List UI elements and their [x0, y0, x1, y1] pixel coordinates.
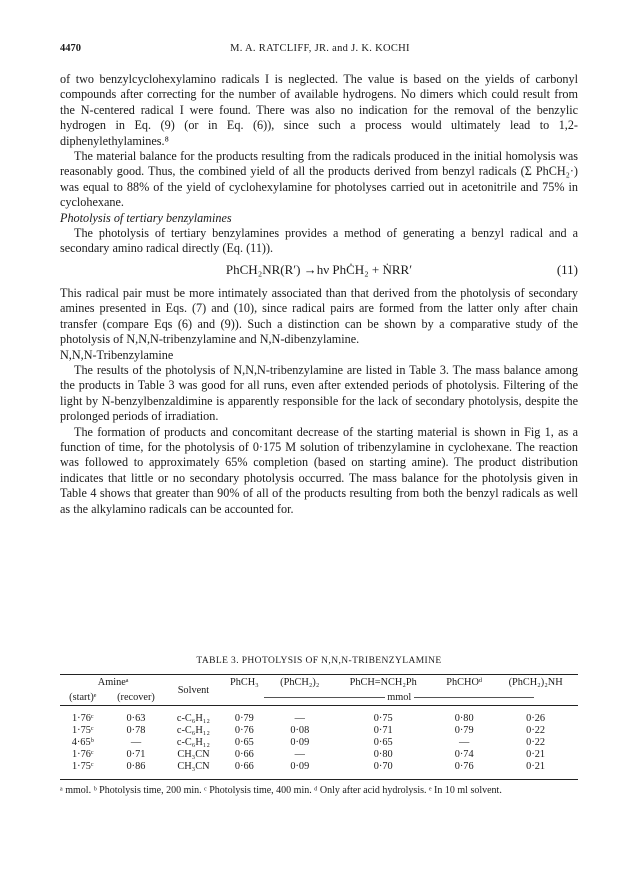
equation-number: (11) [556, 261, 578, 277]
paragraph: The photolysis of tertiary benzylamines provides a method of generating a benzyl radical and a secondary amino radical directly (Eq. (11)). [60, 226, 578, 256]
col-header-bibenzyl: (PhCH₂)₂ [268, 675, 331, 691]
table-cell: 0·66 [234, 749, 254, 760]
table-caption: TABLE 3. PHOTOLYSIS OF N,N,N-TRIBENZYLAMINE [196, 656, 442, 666]
table-cell: 0·80 [435, 706, 493, 726]
table-cell: c-C₆H₁₂ [166, 706, 220, 726]
table-cell: 0·65 [373, 737, 393, 748]
col-header-solvent: Solvent [166, 675, 220, 706]
paragraph: of two benzylcyclohexylamino radicals I is neglected. The value is based on the yields of carbonyl compounds after correcting for the number of available hydrogens. No dimers which could result from the N-centered radical I were found. There was also no indication for the removal of the benzylic hydrogen in Eq. (9) (or in Eq. (6)), since such a process would ultimately lead to 1,2-diphenylethylamines.⁸ [60, 72, 578, 148]
table-cell: 0·08 [290, 725, 310, 736]
col-header-amine: Amineᵃ [60, 675, 166, 691]
col-header-recover: (recover) [117, 692, 155, 703]
table-cell: 0·26 [493, 706, 578, 726]
equation [60, 262, 578, 282]
table-row [60, 725, 578, 737]
page-number: 4470 [60, 43, 81, 54]
table-cell: 0·79 [454, 725, 474, 736]
table-cell: 0·74 [454, 749, 474, 760]
table-cell: 1·75ᶜ [60, 761, 106, 780]
mmol-unit-row [220, 690, 578, 706]
table-cell: 0·78 [126, 725, 146, 736]
author-line: M. A. RATCLIFF, JR. and J. K. KOCHI [230, 43, 410, 54]
table-cell: 0·66 [220, 761, 268, 780]
paragraph: The material balance for the products resulting from the radicals produced in the initial homolysis was reasonably good. Thus, the combined yield of all the products derived from benzyl radicals (Σ PhCH₂·) was equal to 88% of the yield of cyclohexylamine for photolyses carried out in acetonitrile and 75% in cyclohexane. [60, 149, 578, 210]
mmol-unit: mmol [387, 692, 412, 703]
table-cell: 0·71 [126, 749, 146, 760]
section-heading: Photolysis of tertiary benzylamines [60, 210, 232, 225]
table-cell: 1·76ᶜ [60, 706, 106, 726]
table-cell: 0·70 [331, 761, 435, 780]
paragraph: The formation of products and concomitant decrease of the starting material is shown in Fig 1, as a function of time, for the photolysis of 0·175 M solution of tribenzylamine in cyclohexane. The reaction was followed to approximately 65% completion (based on starting amine). The product distribution indicates that little or no secondary photolysis occurred. The mass balance for the photolysis given in Table 4 shows that greater than 90% of all of the products resulting from both the benzyl radicals as well as the alkylamino radicals can be accounted for. [60, 424, 578, 516]
table-cell: — [459, 737, 470, 748]
table-cell: 1·76ᶜ [72, 749, 94, 760]
table-cell: 0·22 [526, 737, 546, 748]
table-cell: 0·21 [493, 761, 578, 780]
data-table [60, 674, 578, 780]
table-cell: 0·75 [331, 706, 435, 726]
equation-formula: PhCH₂NR(R′) →hν PhĊH₂ + ṄRR′ [225, 261, 413, 277]
table-row [60, 706, 578, 726]
mmol-rule-left [264, 697, 384, 698]
col-header-start: (start)ᵉ [69, 692, 97, 703]
table-3 [60, 656, 578, 797]
table-cell: 0·76 [234, 725, 254, 736]
table-cell: 0·79 [220, 706, 268, 726]
table-cell: 1·75ᶜ [72, 725, 94, 736]
table-cell: CH₃CN [166, 761, 220, 780]
section-heading: N,N,N-Tribenzylamine [60, 347, 174, 362]
col-header-phcho: PhCHOᵈ [435, 675, 493, 691]
mmol-rule-right [414, 697, 534, 698]
article-body [60, 72, 578, 517]
table-cell: — [130, 737, 142, 748]
table-cell: 0·63 [106, 706, 167, 726]
table-cell: 0·80 [373, 749, 393, 760]
col-header-imine: PhCH=NCH₂Ph [331, 675, 435, 691]
paragraph: The results of the photolysis of N,N,N-tribenzylamine are listed in Table 3. The mass balance among the products in Table 3 was good for all runs, even after extended periods of photolysis. Filtering of the light by N-benzylbenzaldimine is apparently responsible for the lack of secondary photolysis, despite the prolonged periods of irradiation. [60, 362, 578, 424]
table-cell: 0·71 [373, 725, 393, 736]
table-row [60, 749, 578, 761]
table-cell: c-C₆H₁₂ [176, 725, 210, 736]
table-cell: — [294, 749, 305, 760]
table-cell: 4·65ᵇ [71, 737, 94, 748]
table-cell: 0·21 [526, 749, 546, 760]
table-cell: 0·76 [435, 761, 493, 780]
table-cell: 0·65 [234, 737, 254, 748]
table-cell: 0·22 [526, 725, 546, 736]
running-header [60, 43, 580, 61]
table-cell: 0·86 [106, 761, 167, 780]
col-header-dibenzylamine: (PhCH₂)₂NH [493, 675, 578, 691]
table-cell: CH₃CN [177, 749, 210, 760]
table-row [60, 737, 578, 749]
table-footnotes: ᵃ mmol. ᵇ Photolysis time, 200 min. ᶜ Photolysis time, 400 min. ᵈ Only after acid hydrolysis. ᵉ In 10 ml solvent. [60, 785, 502, 796]
col-header-phch3: PhCH₃ [220, 675, 268, 691]
table-row [60, 761, 578, 780]
paragraph: This radical pair must be more intimately associated than that derived from the photolysis of secondary amines presented in Eqs. (7) and (10), since radical pairs are formed from the latter only after chain transfer (compare Eqs (6) and (9)). Such a distinction can be shown by a comparative study of the photolysis of N,N,N-tribenzylamine and N,N-dibenzylamine. [60, 285, 578, 347]
table-body [60, 706, 578, 780]
table-cell: c-C₆H₁₂ [176, 737, 210, 748]
table-cell: 0·09 [290, 737, 310, 748]
table-cell: — [268, 706, 331, 726]
table-cell: 0·09 [268, 761, 331, 780]
